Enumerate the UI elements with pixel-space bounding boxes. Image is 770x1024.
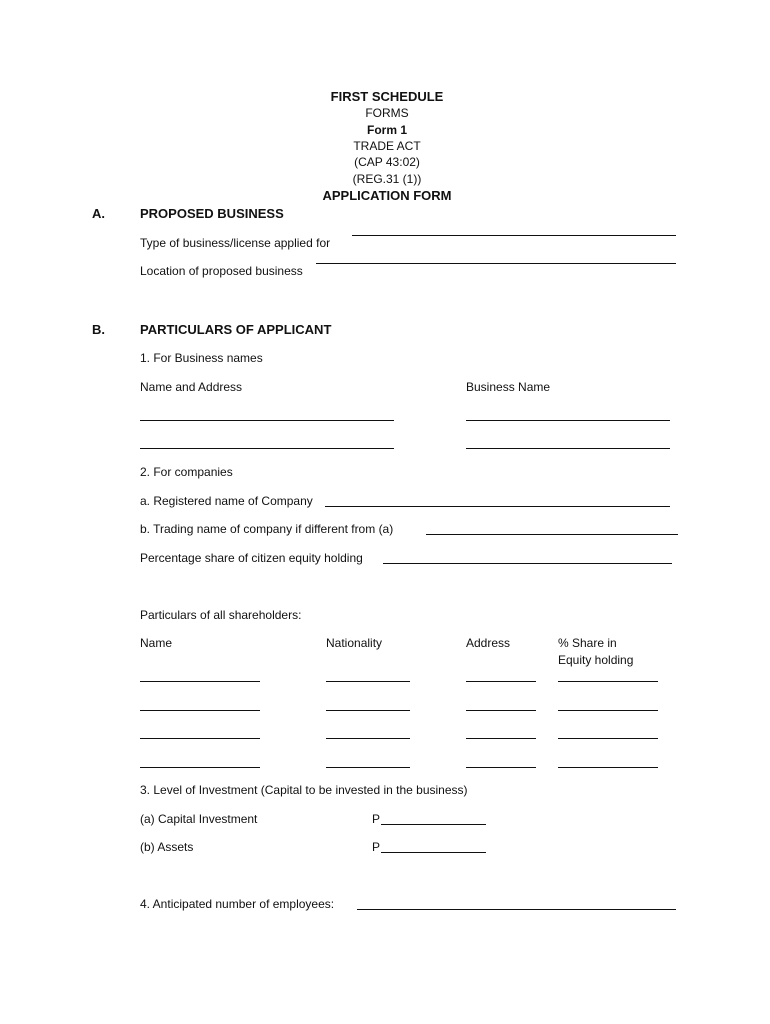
- shareholder-nationality-field[interactable]: [326, 738, 410, 739]
- location-label: Location of proposed business: [140, 264, 303, 278]
- registered-name-label: a. Registered name of Company: [140, 494, 313, 508]
- name-address-field-2[interactable]: [140, 448, 394, 449]
- assets-currency-prefix: P: [372, 840, 381, 854]
- shareholder-name-column: Name: [140, 636, 173, 650]
- shareholder-name-field[interactable]: [140, 681, 260, 682]
- employees-label: 4. Anticipated number of employees:: [140, 897, 335, 911]
- capital-investment-label: (a) Capital Investment: [140, 812, 258, 826]
- shareholders-heading: Particulars of all shareholders:: [140, 608, 302, 622]
- section-b-letter: B.: [92, 322, 105, 337]
- shareholder-nationality-field[interactable]: [326, 681, 410, 682]
- section-a-title: PROPOSED BUSINESS: [140, 206, 284, 221]
- section-a-letter: A.: [92, 206, 105, 221]
- shareholder-name-field[interactable]: [140, 738, 260, 739]
- schedule-title: FIRST SCHEDULE: [330, 89, 444, 104]
- shareholder-share-field[interactable]: [558, 710, 658, 711]
- section-b-title: PARTICULARS OF APPLICANT: [140, 322, 332, 337]
- shareholder-address-field[interactable]: [466, 767, 536, 768]
- business-type-label: Type of business/license applied for: [140, 236, 331, 250]
- location-field[interactable]: [316, 263, 676, 264]
- act-name: TRADE ACT: [353, 139, 421, 153]
- name-address-field-1[interactable]: [140, 420, 394, 421]
- shareholder-share-field[interactable]: [558, 767, 658, 768]
- business-name-field-2[interactable]: [466, 448, 670, 449]
- trading-name-label: b. Trading name of company if different from (a): [140, 522, 394, 536]
- reg-reference: (REG.31 (1)): [352, 172, 422, 186]
- equity-label: Percentage share of citizen equity holding: [140, 551, 363, 565]
- registered-name-field[interactable]: [325, 506, 670, 507]
- cap-reference: (CAP 43:02): [354, 155, 420, 169]
- shareholder-address-column: Address: [466, 636, 511, 650]
- shareholder-nationality-column: Nationality: [326, 636, 383, 650]
- shareholder-share-field[interactable]: [558, 738, 658, 739]
- shareholder-share-column-line2: Equity holding: [558, 653, 634, 667]
- forms-label: FORMS: [365, 106, 409, 120]
- business-names-heading: 1. For Business names: [140, 351, 263, 365]
- shareholder-address-field[interactable]: [466, 738, 536, 739]
- shareholder-nationality-field[interactable]: [326, 767, 410, 768]
- assets-field[interactable]: [381, 852, 486, 853]
- employees-field[interactable]: [357, 909, 676, 910]
- shareholder-nationality-field[interactable]: [326, 710, 410, 711]
- shareholder-address-field[interactable]: [466, 710, 536, 711]
- assets-label: (b) Assets: [140, 840, 194, 854]
- equity-field[interactable]: [383, 563, 672, 564]
- capital-investment-field[interactable]: [381, 824, 486, 825]
- shareholder-address-field[interactable]: [466, 681, 536, 682]
- investment-heading: 3. Level of Investment (Capital to be invested in the business): [140, 783, 468, 797]
- shareholder-name-field[interactable]: [140, 767, 260, 768]
- form-number: Form 1: [366, 123, 407, 137]
- form-title: APPLICATION FORM: [322, 188, 452, 203]
- companies-heading: 2. For companies: [140, 465, 233, 479]
- trading-name-field[interactable]: [426, 534, 678, 535]
- shareholder-share-field[interactable]: [558, 681, 658, 682]
- business-name-field-1[interactable]: [466, 420, 670, 421]
- shareholder-name-field[interactable]: [140, 710, 260, 711]
- name-address-column: Name and Address: [140, 380, 243, 394]
- business-name-column: Business Name: [466, 380, 551, 394]
- business-type-field[interactable]: [352, 235, 676, 236]
- shareholder-share-column-line1: % Share in: [558, 636, 617, 650]
- capital-currency-prefix: P: [372, 812, 381, 826]
